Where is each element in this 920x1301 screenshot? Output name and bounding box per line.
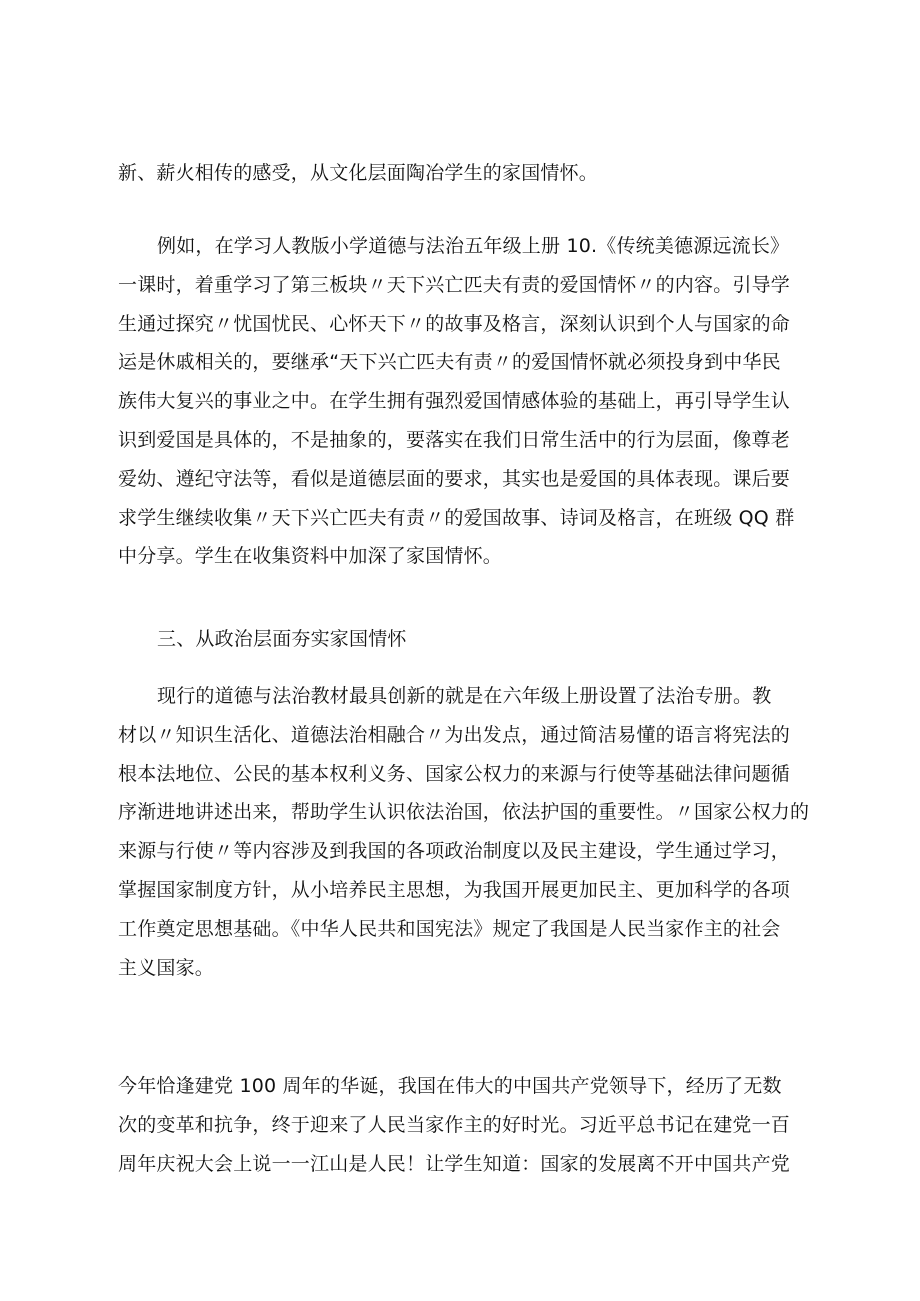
text-line: 爱幼、遵纪守法等，看似是道德层面的要求，其实也是爱国的具体表现。课后要 [118,467,791,490]
text-line: 族伟大复兴的事业之中。在学生拥有强烈爱国情感体验的基础上，再引导学生认 [118,390,791,413]
paragraph-law-textbook [118,677,818,987]
text-line: 材以〃知识生活化、道德法治相融合〃为出发点，通过简洁易懂的语言将宪法的 [118,723,791,746]
text-line: 识到爱国是具体的，不是抽象的，要落实在我们日常生活中的行为层面，像尊老 [118,428,791,451]
text-line: 序渐进地讲述出来，帮助学生认识依法治国，依法护国的重要性。〃国家公权力的 [118,801,810,824]
paragraph-party-anniversary [118,1067,818,1183]
paragraph-continuation [118,154,818,193]
text-line: 今年恰逢建党 100 周年的华诞，我国在伟大的中国共产党领导下，经历了无数 [118,1075,782,1097]
text-line: 工作奠定思想基础。《中华人民共和国宪法》规定了我国是人民当家作主的社会 [118,917,781,940]
text-line: 生通过探究〃忧国忧民、心怀天下〃的故事及格言，深刻认识到个人与国家的命 [118,312,791,335]
text-line: 新、薪火相传的感受，从文化层面陶冶学生的家国情怀。 [118,162,599,184]
text-line: 例如，在学习人教版小学道德与法治五年级上册 10.《传统美德源远流长》 [157,235,790,257]
text-line: 现行的道德与法治教材最具创新的就是在六年级上册设置了法治专册。教 [157,685,772,707]
text-line: 周年庆祝大会上说一一江山是人民！让学生知道：国家的发展离不开中国共产党 [118,1152,791,1175]
section-heading [118,620,818,659]
text-line: 来源与行使〃等内容涉及到我国的各项政治制度以及民主建设，学生通过学习， [118,840,791,863]
text-line: 根本法地位、公民的基本权利义务、国家公权力的来源与行使等基础法律问题循 [118,762,791,785]
text-line: 掌握国家制度方针，从小培养民主思想，为我国开展更加民主、更加科学的各项 [118,878,791,901]
text-line: 中分享。学生在收集资料中加深了家国情怀。 [118,545,503,568]
text-line: 次的变革和抗争，终于迎来了人民当家作主的好时光。习近平总书记在建党一百 [118,1113,791,1136]
section-heading-text: 三、从政治层面夯实家国情怀 [157,628,407,650]
text-line: 主义国家。 [118,956,215,979]
paragraph-example [118,227,818,576]
text-line: 一课时，着重学习了第三板块〃天下兴亡匹夫有责的爱国情怀〃的内容。引导学 [118,273,791,296]
text-line: 求学生继续收集〃天下兴亡匹夫有责〃的爱国故事、诗词及格言，在班级 QQ 群 [118,506,795,529]
text-line: 运是休戚相关的，要继承“天下兴亡匹夫有责〃的爱国情怀就必须投身到中华民 [118,351,781,374]
